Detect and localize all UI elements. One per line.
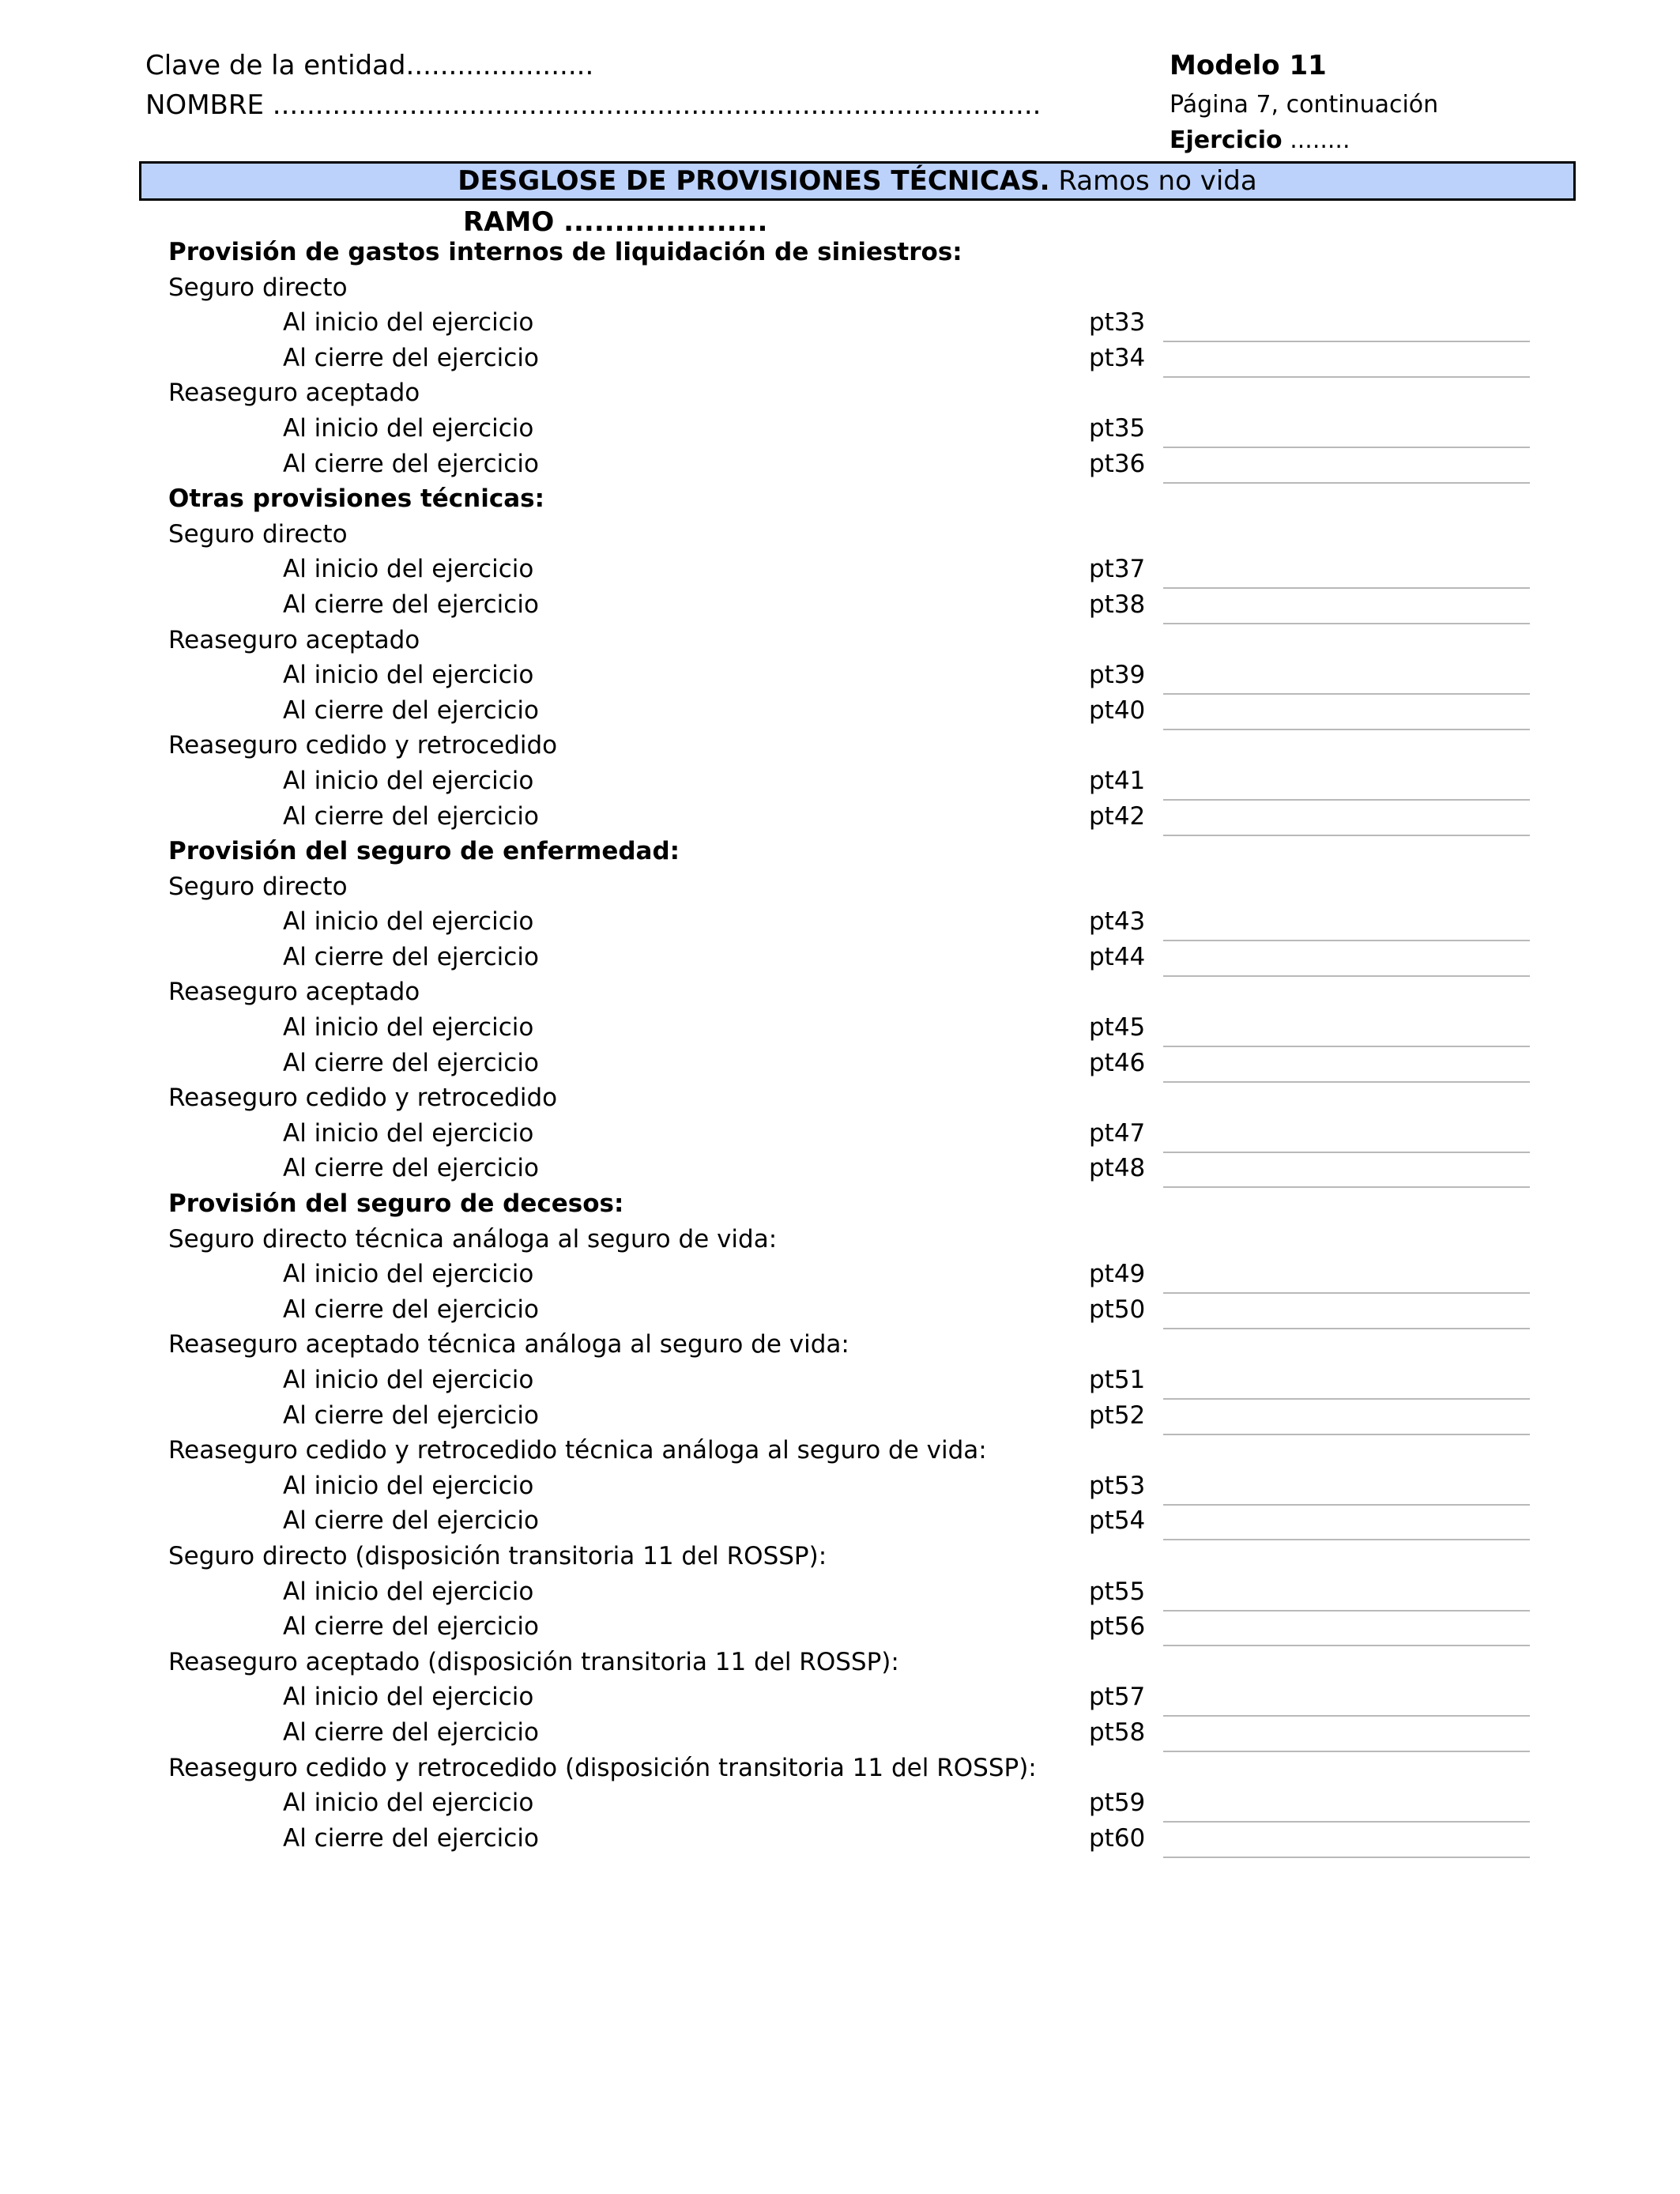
ejercicio-dots: ........: [1290, 126, 1350, 154]
field-code: pt47: [1089, 1118, 1146, 1148]
field-code: pt53: [1089, 1471, 1146, 1500]
group-label: Reaseguro cedido y retrocedido: [168, 1084, 558, 1113]
value-input[interactable]: [1163, 615, 1530, 624]
value-input[interactable]: [1163, 1496, 1530, 1506]
group-label-row: [0, 1225, 1680, 1261]
group-label: Reaseguro cedido y retrocedido técnica análoga al seguro de vida:: [168, 1436, 987, 1465]
group-label-row: [0, 1542, 1680, 1578]
form-row: [0, 1506, 1680, 1542]
row-label: Al cierre del ejercicio: [283, 590, 539, 619]
group-label: Reaseguro aceptado (disposición transitoria 11 del ROSSP):: [168, 1647, 899, 1676]
field-code: pt37: [1089, 555, 1146, 584]
form-row: [0, 450, 1680, 485]
field-code: pt59: [1089, 1789, 1146, 1818]
row-label: Al inicio del ejercicio: [283, 907, 534, 937]
value-input[interactable]: [1163, 1144, 1530, 1153]
row-label: Al inicio del ejercicio: [283, 1471, 534, 1500]
row-label: Al cierre del ejercicio: [283, 801, 539, 831]
group-label: Seguro directo: [168, 519, 348, 548]
row-label: Al cierre del ejercicio: [283, 1823, 539, 1853]
form-row: [0, 1718, 1680, 1754]
group-label: Reaseguro cedido y retrocedido: [168, 731, 558, 760]
group-label: Reaseguro aceptado: [168, 625, 420, 654]
pagina-label: Página 7, continuación: [1170, 91, 1439, 119]
group-label-row: [0, 1648, 1680, 1683]
field-code: pt36: [1089, 449, 1146, 478]
group-label-row: [0, 873, 1680, 908]
provisions-list: [0, 238, 1680, 1859]
value-input[interactable]: [1163, 1284, 1530, 1294]
group-label: Seguro directo: [168, 872, 348, 901]
value-input[interactable]: [1163, 1637, 1530, 1646]
value-input[interactable]: [1163, 1390, 1530, 1400]
form-row: [0, 1119, 1680, 1155]
field-code: pt50: [1089, 1295, 1146, 1324]
form-row: [0, 1612, 1680, 1648]
value-input[interactable]: [1163, 1038, 1530, 1047]
row-label: Al inicio del ejercicio: [283, 413, 534, 443]
row-label: Al inicio del ejercicio: [283, 766, 534, 795]
nombre-label: NOMBRE ..........................................................................................: [145, 92, 1042, 119]
group-label-row: [0, 1084, 1680, 1119]
form-row: [0, 696, 1680, 732]
field-code: pt60: [1089, 1823, 1146, 1853]
form-row: [0, 1578, 1680, 1613]
row-label: Al cierre del ejercicio: [283, 1048, 539, 1077]
section-heading: [0, 484, 1680, 520]
row-label: Al cierre del ejercicio: [283, 1506, 539, 1536]
clave-entidad-label: Clave de la entidad......................: [145, 50, 594, 81]
field-code: pt44: [1089, 942, 1146, 971]
group-label-row: [0, 520, 1680, 556]
field-code: pt34: [1089, 343, 1146, 372]
section-heading-text: Otras provisiones técnicas:: [168, 484, 545, 514]
form-row: [0, 344, 1680, 379]
ramo-label: RAMO ....................: [463, 206, 768, 238]
section-heading: [0, 1189, 1680, 1225]
field-code: pt55: [1089, 1577, 1146, 1606]
row-label: Al inicio del ejercicio: [283, 1366, 534, 1394]
group-label: Reaseguro aceptado: [168, 978, 420, 1007]
row-label: Al cierre del ejercicio: [283, 449, 539, 478]
value-input[interactable]: [1163, 932, 1530, 941]
form-row: [0, 661, 1680, 696]
section-title-banner: [139, 161, 1576, 201]
row-label: Al cierre del ejercicio: [283, 942, 539, 971]
group-label-row: [0, 379, 1680, 414]
value-input[interactable]: [1163, 1531, 1530, 1540]
field-code: pt54: [1089, 1506, 1146, 1536]
field-code: pt38: [1089, 590, 1146, 619]
field-code: pt43: [1089, 907, 1146, 937]
value-input[interactable]: [1163, 333, 1530, 342]
group-label-row: [0, 273, 1680, 309]
row-label: Al inicio del ejercicio: [283, 1683, 534, 1712]
field-code: pt52: [1089, 1400, 1146, 1430]
field-code: pt46: [1089, 1048, 1146, 1077]
form-row: [0, 802, 1680, 838]
section-heading-text: Provisión del seguro de enfermedad:: [168, 837, 680, 866]
form-row: [0, 767, 1680, 802]
group-label: Reaseguro aceptado: [168, 379, 420, 408]
value-input[interactable]: [1163, 1073, 1530, 1083]
form-row: [0, 1260, 1680, 1295]
row-label: Al inicio del ejercicio: [283, 308, 534, 337]
form-row: [0, 1789, 1680, 1824]
form-row: [0, 1295, 1680, 1331]
field-code: pt45: [1089, 1013, 1146, 1042]
value-input[interactable]: [1163, 967, 1530, 977]
value-input[interactable]: [1163, 1602, 1530, 1612]
row-label: Al inicio del ejercicio: [283, 1789, 534, 1818]
form-row: [0, 590, 1680, 626]
form-row: [0, 1366, 1680, 1401]
field-code: pt56: [1089, 1612, 1146, 1642]
ejercicio-line: [1170, 126, 1350, 154]
row-label: Al cierre del ejercicio: [283, 343, 539, 372]
section-heading-text: Provisión de gastos internos de liquidación de siniestros:: [168, 238, 962, 266]
form-row: [0, 414, 1680, 450]
value-input[interactable]: [1163, 579, 1530, 589]
row-label: Al inicio del ejercicio: [283, 1260, 534, 1289]
field-code: pt42: [1089, 801, 1146, 831]
value-input[interactable]: [1163, 721, 1530, 730]
section-heading: [0, 238, 1680, 273]
row-label: Al cierre del ejercicio: [283, 696, 539, 725]
value-input[interactable]: [1163, 1743, 1530, 1752]
row-label: Al inicio del ejercicio: [283, 661, 534, 690]
row-label: Al cierre del ejercicio: [283, 1154, 539, 1183]
value-input[interactable]: [1163, 1178, 1530, 1188]
row-label: Al cierre del ejercicio: [283, 1400, 539, 1430]
group-label: Reaseguro aceptado técnica análoga al seguro de vida:: [168, 1330, 849, 1359]
form-row: [0, 1049, 1680, 1084]
row-label: Al inicio del ejercicio: [283, 1577, 534, 1606]
group-label-row: [0, 978, 1680, 1013]
value-input[interactable]: [1163, 474, 1530, 484]
group-label-row: [0, 1436, 1680, 1472]
form-row: [0, 308, 1680, 344]
group-label-row: [0, 731, 1680, 767]
row-label: Al inicio del ejercicio: [283, 1013, 534, 1042]
row-label: Al cierre del ejercicio: [283, 1295, 539, 1324]
field-code: pt41: [1089, 766, 1146, 795]
field-code: pt48: [1089, 1154, 1146, 1183]
field-code: pt49: [1089, 1260, 1146, 1289]
title-bold: DESGLOSE DE PROVISIONES TÉCNICAS.: [458, 165, 1050, 197]
value-input[interactable]: [1163, 1426, 1530, 1435]
value-input[interactable]: [1163, 368, 1530, 378]
form-row: [0, 1401, 1680, 1437]
row-label: Al cierre del ejercicio: [283, 1717, 539, 1747]
group-label-row: [0, 626, 1680, 662]
section-heading: [0, 837, 1680, 873]
group-label-row: [0, 1330, 1680, 1366]
form-row: [0, 555, 1680, 590]
form-row: [0, 1013, 1680, 1049]
group-label: Seguro directo (disposición transitoria 11 del ROSSP):: [168, 1541, 827, 1570]
form-row: [0, 1472, 1680, 1507]
row-label: Al inicio del ejercicio: [283, 1118, 534, 1148]
field-code: pt51: [1089, 1366, 1146, 1394]
field-code: pt40: [1089, 696, 1146, 725]
value-input[interactable]: [1163, 827, 1530, 836]
value-input[interactable]: [1163, 1707, 1530, 1717]
form-row: [0, 1683, 1680, 1718]
field-code: pt58: [1089, 1717, 1146, 1747]
field-code: pt33: [1089, 308, 1146, 337]
value-input[interactable]: [1163, 685, 1530, 695]
modelo-label: Modelo 11: [1170, 50, 1327, 81]
section-heading-text: Provisión del seguro de decesos:: [168, 1189, 624, 1219]
value-input[interactable]: [1163, 1813, 1530, 1823]
row-label: Al cierre del ejercicio: [283, 1612, 539, 1642]
group-label-row: [0, 1754, 1680, 1789]
row-label: Al inicio del ejercicio: [283, 555, 534, 584]
ejercicio-label: Ejercicio: [1170, 126, 1283, 154]
form-row: [0, 1154, 1680, 1189]
value-input[interactable]: [1163, 1849, 1530, 1858]
field-code: pt35: [1089, 413, 1146, 443]
group-label: Reaseguro cedido y retrocedido (disposición transitoria 11 del ROSSP):: [168, 1753, 1037, 1782]
value-input[interactable]: [1163, 791, 1530, 801]
value-input[interactable]: [1163, 439, 1530, 448]
group-label: Seguro directo: [168, 273, 348, 302]
form-row: [0, 907, 1680, 943]
form-row: [0, 1824, 1680, 1860]
form-row: [0, 943, 1680, 978]
value-input[interactable]: [1163, 1320, 1530, 1329]
group-label: Seguro directo técnica análoga al seguro de vida:: [168, 1224, 778, 1253]
field-code: pt57: [1089, 1683, 1146, 1712]
title-normal: Ramos no vida: [1049, 165, 1257, 197]
field-code: pt39: [1089, 661, 1146, 690]
